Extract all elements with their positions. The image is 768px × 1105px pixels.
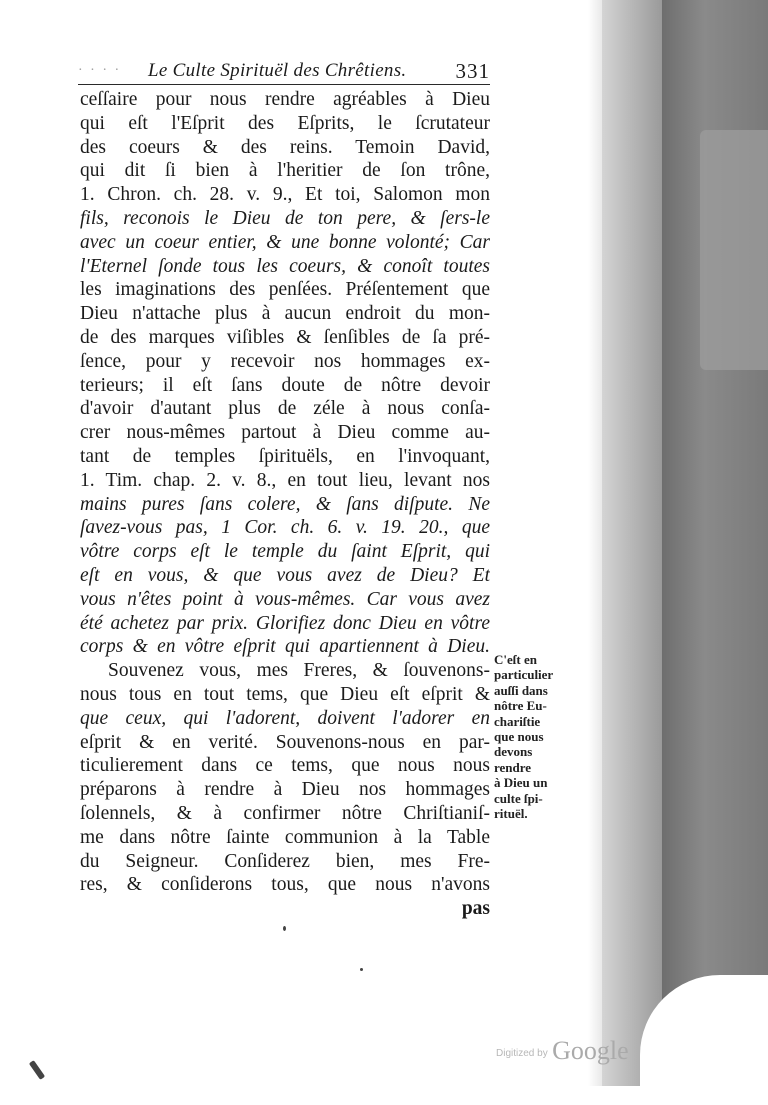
text-line: d'avoir d'autant plus de zéle à nous conſa- — [80, 398, 490, 420]
page-edge-shadow — [588, 0, 602, 1086]
text-line: qui eſt l'Eſprit des Eſprits, le ſcrutateur — [80, 112, 490, 134]
text-line: Dieu n'attache plus à aucun endroit du mon- — [80, 303, 490, 325]
text-line: vous n'êtes point à vous-mêmes. Car vous avez — [80, 588, 490, 610]
margin-note-line: culte ſpi- — [494, 790, 543, 806]
margin-note-line: nôtre Eu- — [494, 698, 547, 714]
text-line: Souvenez vous, mes Freres, & ſouvenons- — [108, 660, 490, 682]
text-line: du Seigneur. Conſiderez bien, mes Fre- — [80, 850, 490, 872]
page-header — [78, 58, 490, 85]
text-line: préparons à rendre à Dieu nos hommages — [80, 779, 490, 801]
scan-speck — [29, 1060, 45, 1080]
text-line: ceſſaire pour nous rendre agréables à Dieu — [80, 89, 490, 110]
margin-note-line: particulier — [494, 667, 554, 683]
catchword: pas — [461, 898, 490, 920]
margin-note — [494, 652, 574, 821]
text-line: mains pures ſans colere, & ſans diſpute. Ne — [80, 493, 490, 515]
text-line: avec un coeur entier, & une bonne volonté; Car — [80, 231, 490, 253]
page-tab-shadow — [700, 130, 768, 370]
text-line: corps & en vôtre eſprit qui apartiennent à Dieu. — [80, 636, 490, 658]
text-line: ſolennels, & à confirmer nôtre Chriſtianiſ- — [80, 802, 490, 824]
text-line: ſence, pour y recevoir nos hommages ex- — [80, 350, 490, 372]
text-line: 1. Chron. ch. 28. v. 9., Et toi, Salomon mon — [80, 184, 490, 206]
text-line: l'Eternel ſonde tous les coeurs, & conoît toutes — [80, 255, 490, 277]
text-line: crer nous-mêmes partout à Dieu comme au- — [80, 422, 490, 444]
digitized-watermark — [496, 1036, 629, 1066]
scan-speck — [360, 968, 363, 971]
page-edge-shadow — [602, 0, 662, 1086]
text-line: 1. Tim. chap. 2. v. 8., en tout lieu, levant nos — [80, 469, 490, 491]
margin-note-line: chariſtie — [494, 713, 541, 729]
text-line: eſprit & en verité. Souvenons-nous en par- — [80, 731, 490, 753]
text-line: tant de temples ſpirituëls, en l'invoquant, — [80, 445, 490, 467]
text-line: ticulierement dans ce tems, que nous nous — [80, 755, 490, 777]
text-line: les imaginations des penſées. Préſentement que — [80, 279, 490, 301]
running-head: Le Culte Spirituël des Chrêtiens. — [148, 60, 407, 81]
margin-note-line: devons — [494, 744, 533, 760]
margin-note-line: à Dieu un — [494, 775, 548, 791]
text-line: eſt en vous, & que vous avez de Dieu? Et — [80, 564, 490, 586]
text-line: ſavez-vous pas, 1 Cor. ch. 6. v. 19. 20., que — [80, 517, 490, 539]
text-line: nous tous en tout tems, que Dieu eſt eſprit & — [80, 683, 490, 705]
margin-note-line: C'eſt en — [494, 652, 537, 667]
text-line: me dans nôtre ſainte communion à la Table — [80, 826, 490, 848]
header-ornament: · · · · — [78, 63, 122, 78]
text-line: de des marques viſibles & ſenſibles de ſa pré- — [80, 326, 490, 348]
margin-note-line: rituël. — [494, 806, 528, 822]
scan-speck — [283, 926, 286, 931]
margin-note-line: auſſi dans — [494, 682, 548, 698]
text-line: res, & conſiderons tous, que nous n'avons — [80, 874, 490, 896]
text-line: été achetez par prix. Glorifiez donc Dieu en vôtre — [80, 612, 490, 634]
text-line: que ceux, qui l'adorent, doivent l'adorer en — [80, 707, 490, 729]
page-number: 331 — [455, 59, 490, 83]
text-line: vôtre corps eſt le temple du ſaint Eſprit, qui — [80, 541, 490, 563]
text-line: qui dit ſi bien à l'heritier de ſon trône, — [80, 160, 490, 182]
text-line: terieurs; il eſt ſans doute de nôtre devoir — [80, 374, 490, 396]
text-line: des coeurs & des reins. Temoin David, — [80, 136, 490, 158]
watermark-prefix: Digitized by — [496, 1048, 548, 1059]
margin-note-line: que nous — [494, 729, 544, 745]
margin-note-line: rendre — [494, 759, 532, 775]
google-logo: Google — [552, 1036, 629, 1065]
text-line: fils, reconois le Dieu de ton pere, & ſers-le — [80, 207, 490, 229]
body-text — [80, 88, 490, 921]
